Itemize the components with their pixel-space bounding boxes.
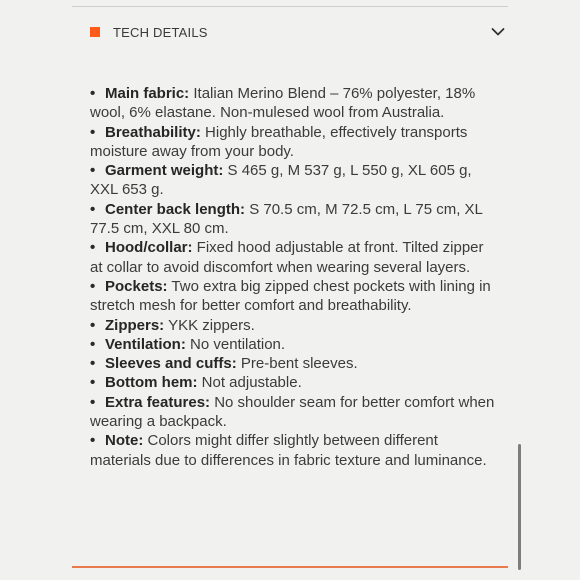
detail-text: S 465 g, M 537 g, L 550 g, XL 605 g, XXL 653 g.: [90, 162, 472, 199]
bullet: •: [90, 316, 96, 334]
list-item: [90, 431, 498, 470]
list-item: [90, 277, 498, 316]
detail-text: Pre-bent sleeves.: [236, 355, 358, 373]
bullet: •: [90, 355, 96, 373]
detail-label: Bottom hem:: [105, 374, 198, 392]
list-item: [90, 161, 498, 200]
detail-text: Two extra big zipped chest pockets with lining in stretch mesh for better comfort and breathability.: [90, 277, 491, 315]
bullet: •: [90, 239, 96, 257]
list-item: [90, 393, 498, 432]
detail-label: Center back length:: [105, 200, 246, 218]
detail-text: Highly breathable, effectively transports moisture away from your body.: [90, 123, 468, 160]
detail-text: No shoulder seam for better comfort when wearing a backpack.: [90, 393, 495, 431]
detail-label: Note:: [105, 432, 144, 450]
detail-text: Italian Merino Blend – 76% polyester, 18% wool, 6% elastane. Non-mulesed wool from Australia.: [90, 85, 476, 122]
scrollbar-thumb[interactable]: [518, 444, 521, 570]
bullet: •: [90, 335, 96, 353]
bullet: •: [90, 200, 96, 218]
bullet: •: [90, 374, 96, 392]
bullet: •: [90, 432, 96, 450]
detail-text: Colors might differ slightly between different materials due to differences in fabric texture and luminance.: [90, 432, 487, 469]
list-item: [90, 354, 498, 373]
detail-label: Main fabric:: [105, 85, 190, 102]
bottom-divider: [72, 566, 508, 568]
bullet: •: [90, 162, 96, 180]
detail-label: Garment weight:: [105, 162, 224, 180]
tech-details-list: [90, 84, 498, 470]
detail-text: S 70.5 cm, M 72.5 cm, L 75 cm, XL 77.5 cm, XXL 80 cm.: [90, 200, 483, 238]
detail-text: YKK zippers.: [164, 316, 255, 334]
list-item: [90, 238, 498, 277]
detail-label: Zippers:: [105, 316, 165, 334]
detail-text: Not adjustable.: [197, 374, 302, 392]
list-item: [90, 373, 498, 392]
list-item: [90, 84, 498, 123]
list-item: [90, 316, 498, 335]
detail-text: No ventilation.: [185, 335, 286, 353]
bullet: •: [90, 393, 96, 411]
detail-label: Hood/collar:: [105, 239, 193, 257]
chevron-down-icon[interactable]: [490, 24, 506, 40]
detail-text: Fixed hood adjustable at front. Tilted zipper at collar to avoid discomfort when wearing several layers.: [90, 239, 484, 276]
list-item: [90, 123, 498, 162]
accent-square-icon: [90, 27, 100, 37]
top-divider: [72, 6, 508, 7]
detail-label: Extra features:: [105, 393, 211, 411]
detail-label: Pockets:: [105, 277, 168, 295]
section-title: TECH DETAILS: [113, 24, 208, 40]
list-item: [90, 335, 498, 354]
detail-label: Ventilation:: [105, 335, 186, 353]
list-item: [90, 200, 498, 239]
detail-label: Breathability:: [105, 123, 201, 141]
tech-details-header[interactable]: [72, 12, 508, 52]
bullet: •: [90, 85, 96, 102]
detail-label: Sleeves and cuffs:: [105, 355, 237, 373]
bullet: •: [90, 277, 96, 295]
bullet: •: [90, 123, 96, 141]
